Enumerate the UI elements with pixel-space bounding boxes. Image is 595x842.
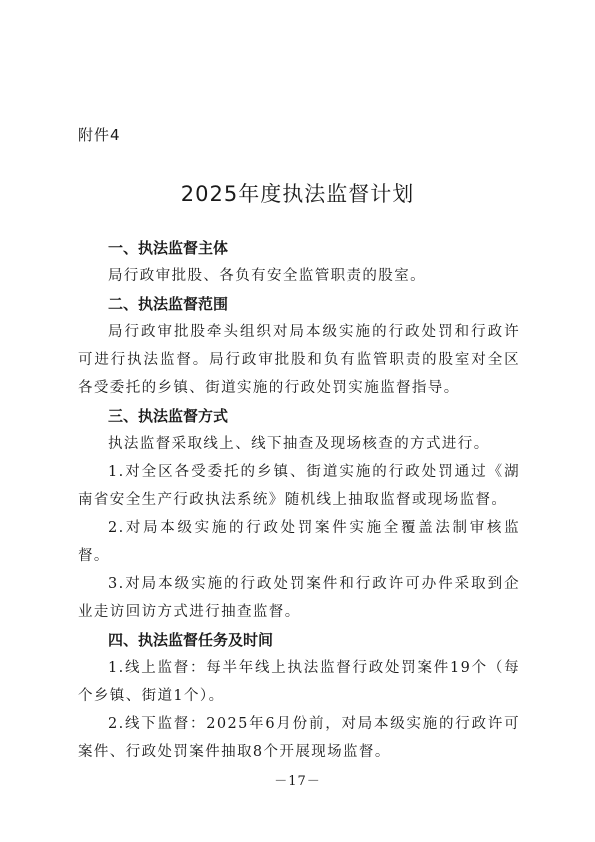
attachment-label: 附件4 <box>78 126 121 144</box>
document-body <box>78 234 520 766</box>
section-3-paragraph-1: 执法监督采取线上、线下抽查及现场核查的方式进行。 <box>108 436 490 452</box>
section-heading-3: 三、执法监督方式 <box>108 407 229 425</box>
section-3-paragraph-3: 2.对局本级实施的行政处罚案件实施全覆盖法制审核监督。 <box>78 520 520 564</box>
section-3-paragraph-4: 3.对局本级实施的行政处罚案件和行政许可办件采取到企业走访回访方式进行抽查监督。 <box>78 576 520 620</box>
section-heading-4: 四、执法监督任务及时间 <box>108 631 274 649</box>
section-4-paragraph-2: 2.线下监督：2025年6月份前，对局本级实施的行政许可案件、行政处罚案件抽取8个开展现场监督。 <box>78 716 520 760</box>
section-3-paragraph-2: 1.对全区各受委托的乡镇、街道实施的行政处罚通过《湖南省安全生产行政执法系统》随机线上抽取监督或现场监督。 <box>78 464 520 508</box>
section-1-paragraph-1: 局行政审批股、各负有安全监管职责的股室。 <box>108 268 426 284</box>
section-heading-2: 二、执法监督范围 <box>108 295 229 313</box>
section-2-paragraph-1: 局行政审批股牵头组织对局本级实施的行政处罚和行政许可进行执法监督。局行政审批股和负有监管职责的股室对全区各受委托的乡镇、街道实施的行政处罚实施监督指导。 <box>78 324 520 396</box>
document-title: 2025年度执法监督计划 <box>180 182 415 206</box>
page-number: －17－ <box>274 774 321 789</box>
section-4-paragraph-1: 1.线上监督：每半年线上执法监督行政处罚案件19个（每个乡镇、街道1个）。 <box>78 660 520 704</box>
section-heading-1: 一、执法监督主体 <box>108 239 229 257</box>
